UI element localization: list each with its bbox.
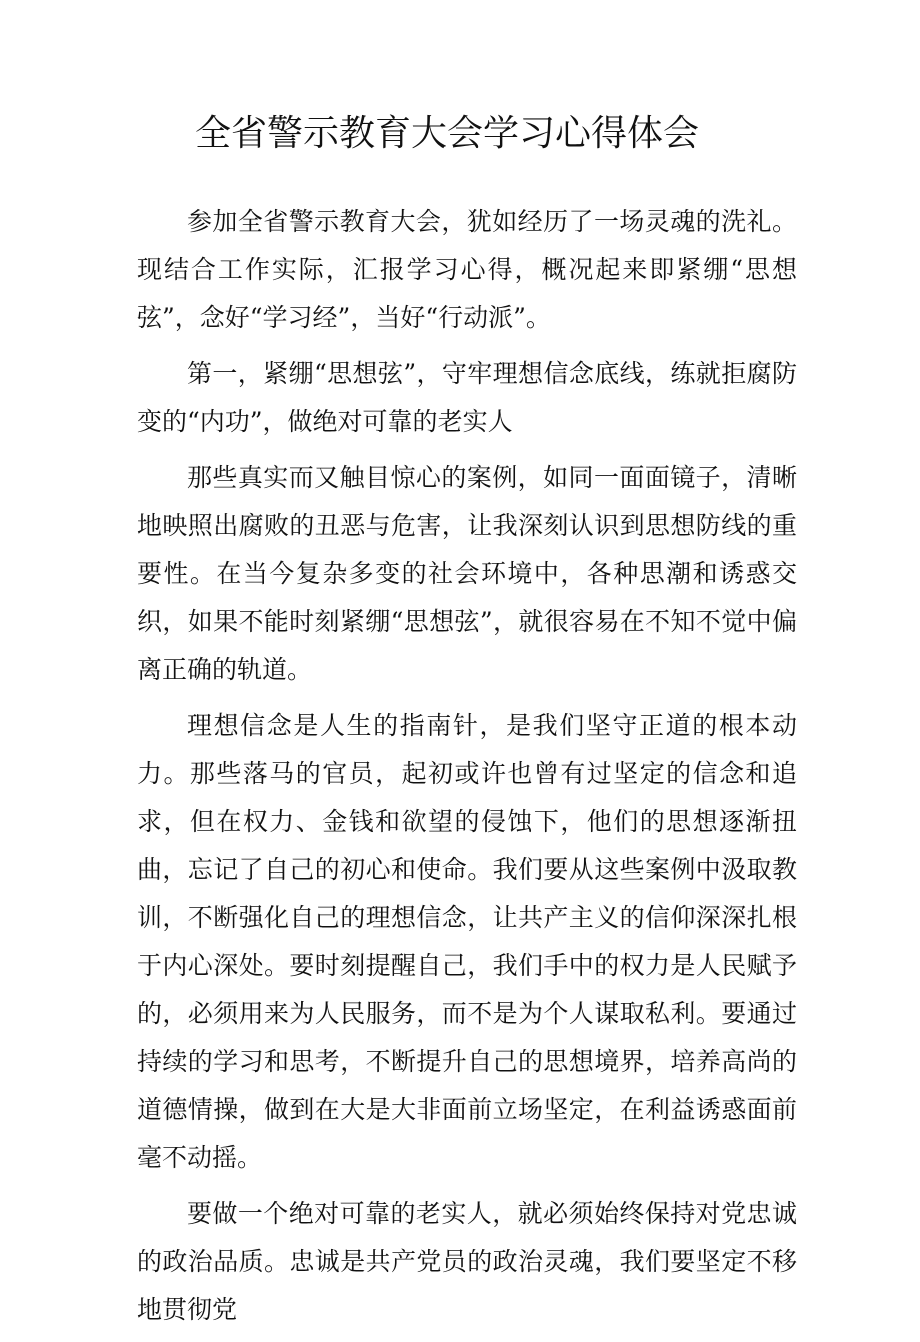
- paragraph-intro: 参加全省警示教育大会，犹如经历了一场灵魂的洗礼。现结合工作实际，汇报学习心得，概况起来即紧绷“思想弦”，念好“学习经”，当好“行动派”。: [137, 207, 797, 332]
- paragraph-section-heading: 第一，紧绷“思想弦”，守牢理想信念底线，练就拒腐防变的“内功”，做绝对可靠的老实人: [137, 359, 797, 436]
- paragraph-ideals: 理想信念是人生的指南针，是我们坚守正道的根本动力。那些落马的官员，起初或许也曾有过坚定的信念和追求，但在权力、金钱和欲望的侵蚀下，他们的思想逐渐扭曲，忘记了自己的初心和使命。我们要从这些案例中汲取教训，不断强化自己的理想信念，让共产主义的信仰深深扎根于内心深处。要时刻提醒自己，我们手中的权力是人民赋予的，必须用来为人民服务，而不是为个人谋取私利。要通过持续的学习和思考，不断提升自己的思想境界，培养高尚的道德情操，做到在大是大非面前立场坚定，在利益诱惑面前毫不动摇。: [137, 711, 797, 1172]
- paragraph-loyalty: 要做一个绝对可靠的老实人，就必须始终保持对党忠诚的政治品质。忠诚是共产党员的政治灵魂，我们要坚定不移地贯彻党: [137, 1199, 797, 1324]
- document-body: [137, 198, 797, 1342]
- paragraph-cases: 那些真实而又触目惊心的案例，如同一面面镜子，清晰地映照出腐败的丑恶与危害，让我深刻认识到思想防线的重要性。在当今复杂多变的社会环境中，各种思潮和诱惑交织，如果不能时刻紧绷“思想弦”，就很容易在不知不觉中偏离正确的轨道。: [137, 463, 797, 684]
- document-title: 全省警示教育大会学习心得体会: [195, 113, 700, 154]
